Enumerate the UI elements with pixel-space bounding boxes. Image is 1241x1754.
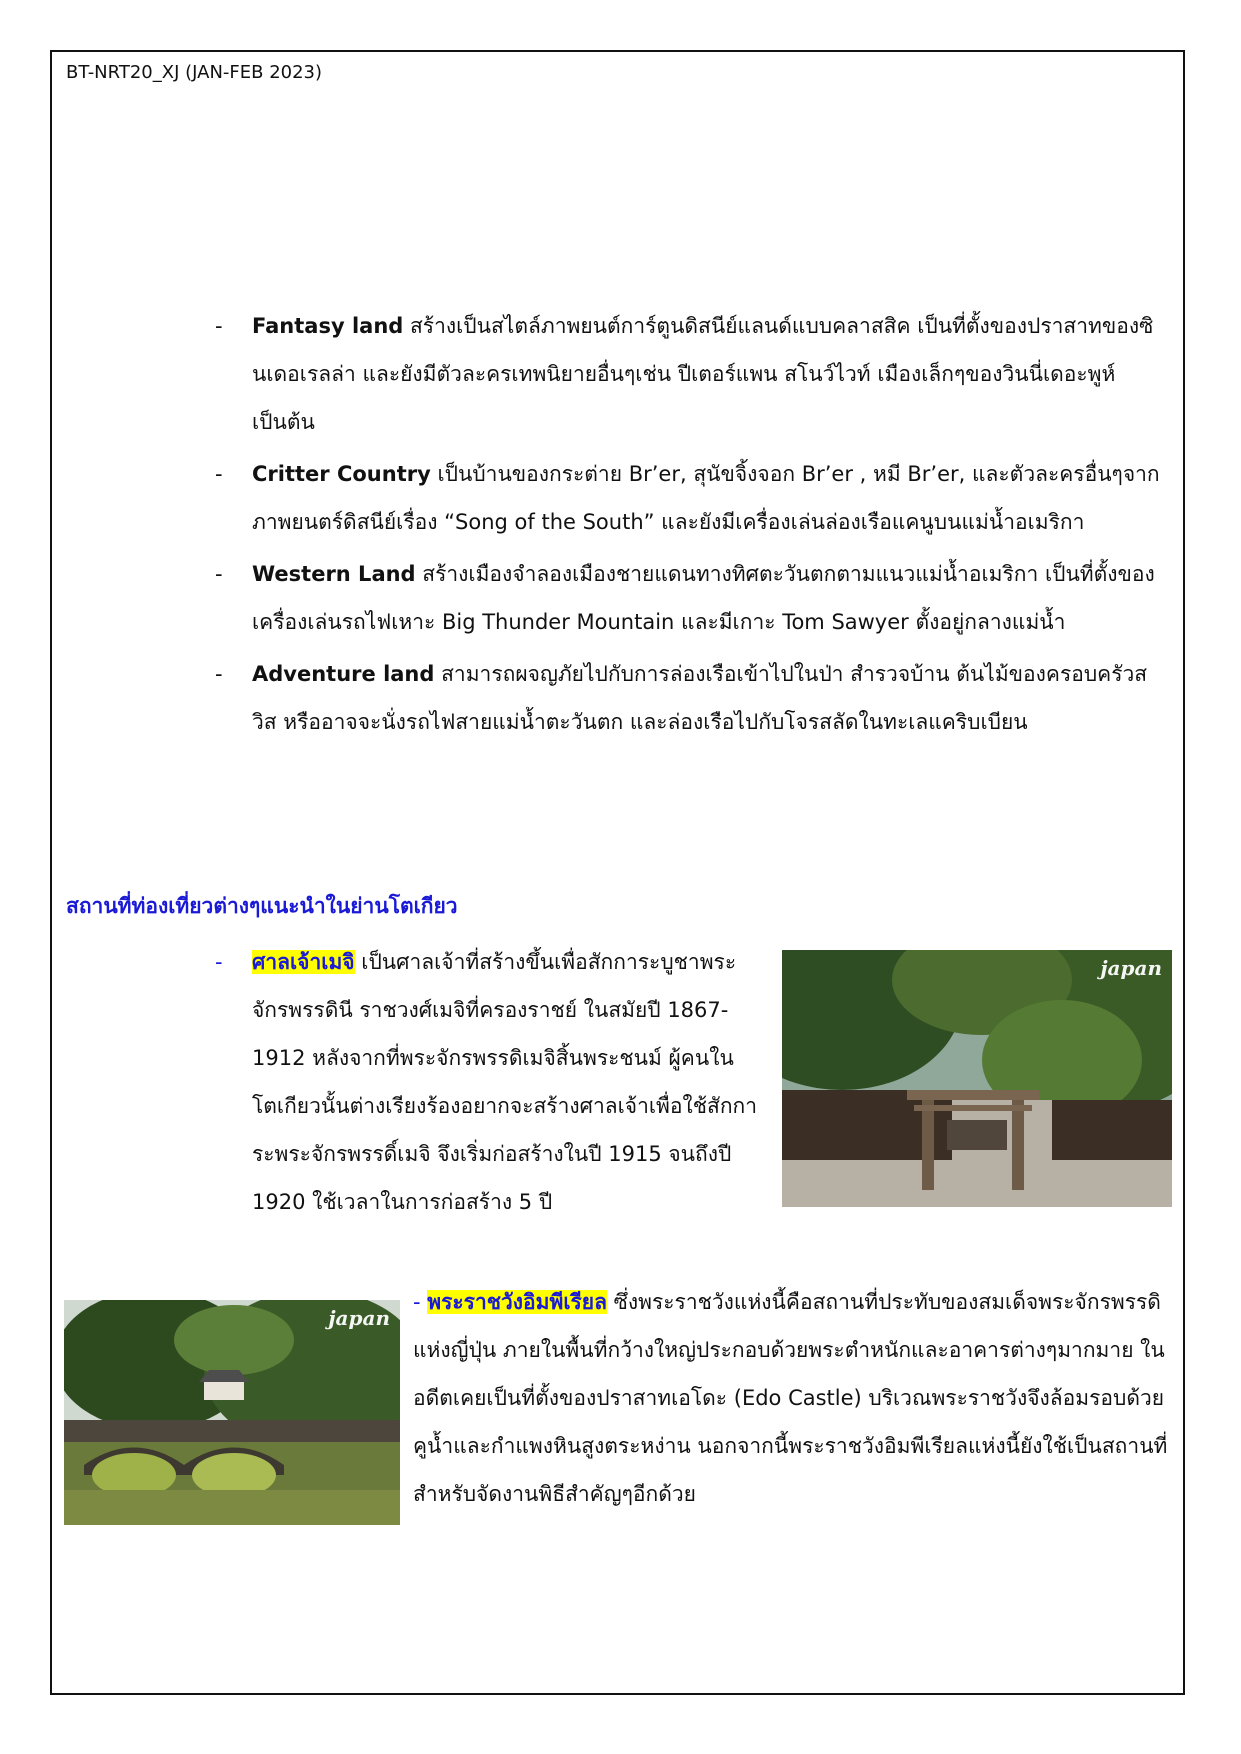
item-text: สามารถผจญภัยไปกับการล่องเรือเข้าไปในป่า สำรวจบ้าน ต้นไม้ของครอบครัวสวิส หรืออาจจะนั่งรถไฟสายแม่น้ำตะวันตก และล่องเรือไปกับโจรสลัดในทะเลแคริบเบียน: [252, 662, 1148, 734]
meiji-shrine-photo: [782, 950, 1172, 1207]
japan-watermark: japan: [328, 1306, 390, 1330]
bullet-dash: -: [215, 314, 223, 338]
meiji-shrine-text: เป็นศาลเจ้าที่สร้างขึ้นเพื่อสักการะบูชาพระจักรพรรดินี ราชวงศ์เมจิที่ครองราชย์ ในสมัยปี 1867-1912 หลังจากที่พระจักรพรรดิเมจิสิ้นพระชนม์ ผู้คนในโตเกียวนั้นต่างเรียงร้องอยากจะสร้างศาลเจ้าเพื่อใช้สักการะพระจักรพรรดิ์เมจิ จึงเริ่มก่อสร้างในปี 1915 จนถึงปี 1920 ใช้เวลาในการก่อสร้าง 5 ปี: [252, 950, 758, 1214]
list-item-adventure-land: [215, 650, 1170, 746]
imperial-palace-photo: [64, 1300, 400, 1525]
item-text: เป็นบ้านของกระต่าย Br’er, สุนัขจิ้งจอก Br’er , หมี Br’er, และตัวละครอื่นๆจากภาพยนตร์ดิสนีย์เรื่อง “Song of the South” และยังมีเครื่องเล่นล่องเรือแคนูบนแม่น้ำอเมริกา: [252, 462, 1160, 534]
bullet-dash: -: [215, 662, 223, 686]
item-title: Fantasy land: [252, 314, 404, 338]
disneyland-areas-list: [215, 302, 1170, 750]
list-item-fantasy-land: [215, 302, 1170, 446]
list-item-western-land: [215, 550, 1170, 646]
item-text: สร้างเมืองจำลองเมืองชายแดนทางทิศตะวันตกตามแนวแม่น้ำอเมริกา เป็นที่ตั้งของเครื่องเล่นรถไฟเหาะ Big Thunder Mountain และมีเกาะ Tom Sawyer ตั้งอยู่กลางแม่น้ำ: [252, 562, 1155, 634]
bullet-dash: -: [215, 462, 223, 486]
bullet-dash: -: [215, 950, 223, 974]
imperial-palace-item: [413, 1278, 1173, 1518]
imperial-palace-title: พระราชวังอิมพีเรียล: [427, 1290, 607, 1314]
item-title: Critter Country: [252, 462, 431, 486]
imperial-palace-text: ซึ่งพระราชวังแห่งนี้คือสถานที่ประทับของสมเด็จพระจักรพรรดิแห่งญี่ปุ่น ภายในพื้นที่กว้างใหญ่ประกอบด้วยพระตำหนักและอาคารต่างๆมากมาย ในอดีตเคยเป็นที่ตั้งของปราสาทเอโดะ (Edo Castle) บริเวณพระราชวังจึงล้อมรอบด้วยคูน้ำและกำแพงหินสูงตระหง่าน นอกจากนี้พระราชวังอิมพีเรียลแห่งนี้ยังใช้เป็นสถานที่สำหรับจัดงานพิธีสำคัญๆอีกด้วย: [413, 1290, 1168, 1506]
meiji-shrine-title: ศาลเจ้าเมจิ: [252, 950, 355, 974]
japan-watermark: japan: [1100, 956, 1162, 980]
item-title: Western Land: [252, 562, 416, 586]
bullet-dash: -: [215, 562, 223, 586]
bullet-dash: -: [413, 1290, 421, 1314]
meiji-shrine-item: [215, 938, 763, 1226]
item-title: Adventure land: [252, 662, 435, 686]
document-code: BT-NRT20_XJ (JAN-FEB 2023): [66, 62, 323, 83]
list-item-critter-country: [215, 450, 1170, 546]
section-heading: สถานที่ท่องเที่ยวต่างๆแนะนำในย่านโตเกียว: [66, 894, 458, 918]
item-text: สร้างเป็นสไตล์ภาพยนต์การ์ตูนดิสนีย์แลนด์แบบคลาสสิค เป็นที่ตั้งของปราสาทของซินเดอเรลล่า และยังมีตัวละครเทพนิยายอื่นๆเช่น ปีเตอร์แพน สโนว์ไวท์ เมืองเล็กๆของวินนี่เดอะพูห์ เป็นต้น: [252, 314, 1154, 434]
